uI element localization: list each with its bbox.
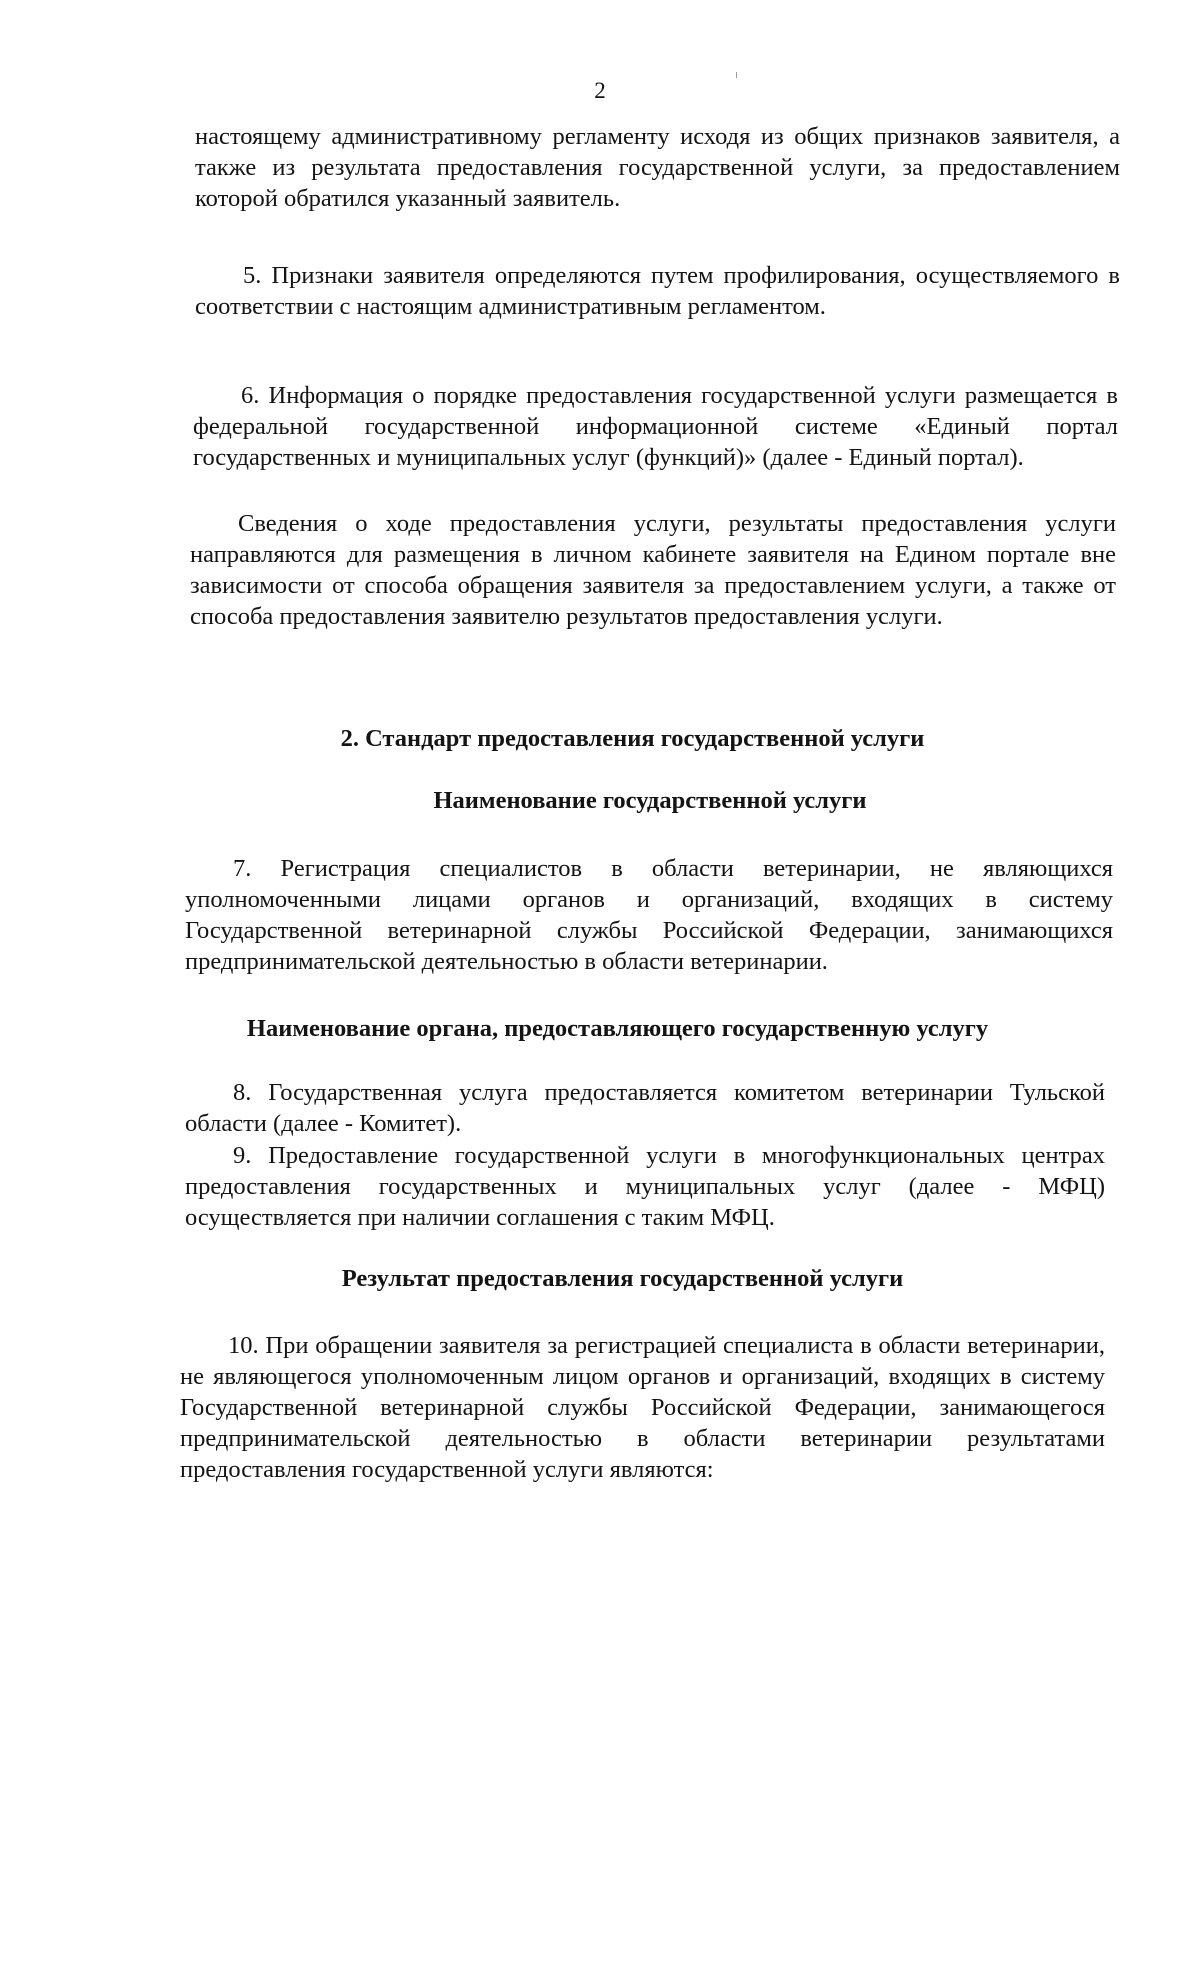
scan-artifact: [736, 72, 737, 78]
paragraph-10: 10. При обращении заявителя за регистрацией специалиста в области ветеринарии, не являющегося уполномоченным лицом органов и организаций, входящих в систему Государственной ветеринарной службы Российской Федерации, занимающегося предпринимательской деятельностью в области ветеринарии результатами предоставления государственной услуги являются:: [180, 1332, 1105, 1483]
paragraph-9: 9. Предоставление государственной услуги в многофункциональных центрах предоставления государственных и муниципальных услуг (далее - МФЦ) осуществляется при наличии соглашения с таким МФЦ.: [185, 1142, 1105, 1231]
page-number: 2: [594, 78, 606, 103]
paragraph-7: 7. Регистрация специалистов в области ветеринарии, не являющихся уполномоченными лицами органов и организаций, входящих в систему Государственной ветеринарной службы Российской Федерации, занимающихся предпринимательской деятельностью в области ветеринарии.: [185, 855, 1113, 975]
section-heading-standard: 2. Стандарт предоставления государственной услуги: [340, 725, 925, 752]
paragraph-continued: настоящему административному регламенту исходя из общих признаков заявителя, а также из результата предоставления государственной услуги, за предоставлением которой обратился указанный заявитель.: [195, 123, 1120, 212]
heading-result: Результат предоставления государственной услуги: [341, 1265, 904, 1292]
heading-service-name: Наименование государственной услуги: [433, 787, 867, 814]
heading-authority-name: Наименование органа, предоставляющего государственную услугу: [246, 1015, 989, 1042]
paragraph-5: 5. Признаки заявителя определяются путем профилирования, осуществляемого в соответствии с настоящим административным регламентом.: [195, 262, 1120, 320]
paragraph-8: 8. Государственная услуга предоставляется комитетом ветеринарии Тульской области (далее - Комитет).: [185, 1079, 1105, 1137]
paragraph-6: 6. Информация о порядке предоставления государственной услуги размещается в федеральной государственной информационной системе «Единый портал государственных и муниципальных услуг (функций)» (далее - Единый портал).: [193, 382, 1118, 471]
paragraph-6-details: Сведения о ходе предоставления услуги, результаты предоставления услуги направляются для размещения в личном кабинете заявителя на Едином портале вне зависимости от способа обращения заявителя за предоставлением услуги, а также от способа предоставления заявителю результатов предоставления услуги.: [190, 510, 1116, 630]
